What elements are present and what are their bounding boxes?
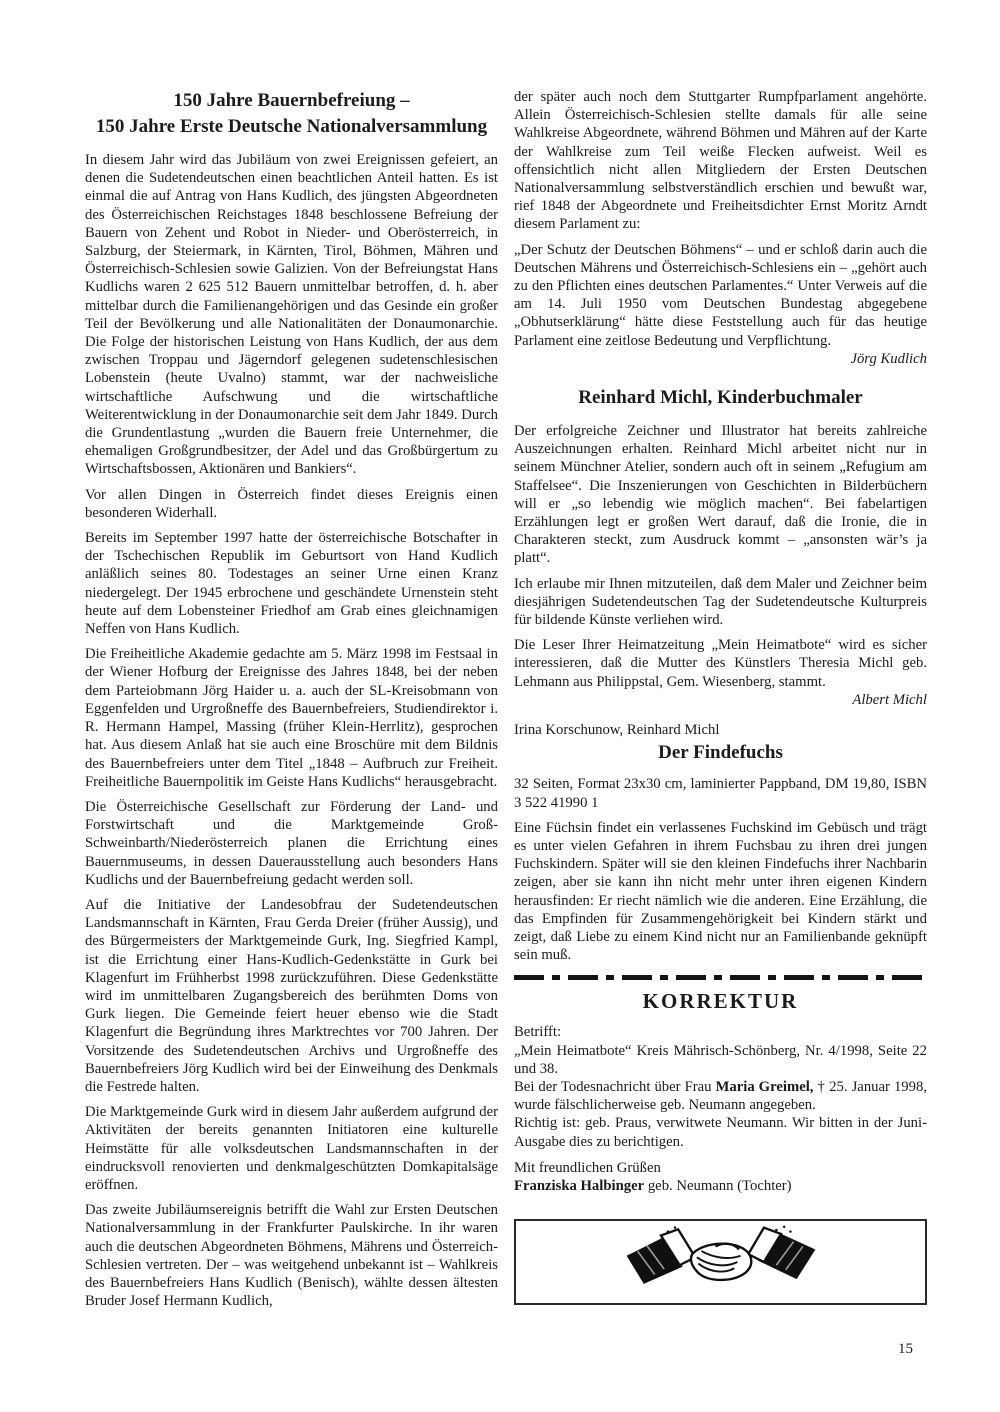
paragraph-rumpfparlament: der später auch noch dem Stuttgarter Rumpfparlament angehörte. Allein Österreichisch-Schlesien stellte damals für alle seine Wahlkreise Abgeordnete, während Böhmen und Mähren auf der Karte der Wahlkreise zum Teil weiße Flecken aufweist. Weil es offensichtlich nicht allen Mitgliedern der Ersten Deutschen Nationalversammlung selbstverständlich erschien und bewußt war, rief 1848 der Abgeordnete und Freiheitsdichter Ernst Moritz Arndt diesem Parlament zu: xyxy=(514,89,927,233)
korrektur-betrifft: Betrifft: xyxy=(514,1024,562,1041)
paragraph-jubilaeum: In diesem Jahr wird das Jubiläum von zwei Ereignissen gefeiert, an denen die Sudetendeutschen einen beachtlichen Anteil hatten. Es ist einmal die auf Antrag von Hans Kudlich, des jüngsten Abgeordneten des Österreichischen Reichstages 1848 beschlossene Befreiung der Bauern von Zehent und Robot in Nieder- und Oberösterreich, in Salzburg, der Steiermark, in Kärnten, Tirol, Böhmen, Mähren und Österreichisch-Schlesien sowie Galizien. Von der Befreiungstat Hans Kudlichs waren 2 625 512 Bauern unmittelbar betroffen, d. h. aber mittelbar durch die Familienangehörigen und das Gesinde ein großer Teil der Bevölkerung und alle Nationalitäten der Donaumonarchie. Die Folge der historischen Leistung von Hans Kudlich, der aus dem zwischen Troppau und Jägerndorf gelegenen sudetenschlesischen Lobenstein (heute Uvalno) stammt, war der nachweisliche wirtschaftliche Aufschwung und die wirtschaftliche Weiterentwicklung in der Donaumonarchie seit dem Jahr 1849. Durch die Grundentlastung „wurden die Bauern freie Unternehmer, die ehemaligen Großgrundbesitzer, der Adel und das Großbürgertum zu Wirtschaftsbossen, Aktionären und Bankiers“. xyxy=(85,152,498,478)
paragraph-paulskirche: Das zweite Jubiläumsereignis betrifft die Wahl zur Ersten Deutschen Nationalversammlung in der Frankfurter Paulskirche. In ihr waren auch die deutschen Abgeordneten Böhmens, Mährens und Österreich-Schlesien vertreten. Der – was weitgehend unbekannt ist – Wahlkreis des Bauernbefreiers Hans Kudlich (Benisch), wählte dessen ältesten Bruder Josef Hermann Kudlich, xyxy=(85,1202,498,1310)
left-column xyxy=(85,88,498,1310)
paragraph-gedenkstaette: Auf die Initiative der Landesobfrau der Sudetendeutschen Landsmannschaft in Kärnten, Frau Gerda Dreier (früher Aussig), und des Bürgermeisters der Marktgemeinde Gurk, Ing. Siegfried Kampl, ist die Errichtung einer Hans-Kudlich-Gedenkstätte in Gurk bei Klagenfurt im Frühherbst 1998 zurückzuführen. Diese Gedenkstätte wird im unmittelbaren Zugangsbereich des berühmten Doms von Gurk liegen. Die Gemeinde feiert heuer ebenso wie die Stadt Klagenfurt die Begründung ihres Marktrechtes vor 700 Jahren. Der Vorsitzende des Sudetendeutschen Archivs und Urgroßneffe des Bauernbefreiers Jörg Kudlich wird bei der Einweihung des Denkmals die Festrede halten. xyxy=(85,896,498,1095)
article-michl-title: Reinhard Michl, Kinderbuchmaler xyxy=(578,387,863,409)
findefuchs-description: Eine Füchsin findet ein verlassenes Fuchskind im Gebüsch und trägt es unter vielen Gefahren in ihrem Fuchsbau zu ihren drei jungen Fuchskindern. Später will sie den kleinen Findefuchs ihrer Nachbarin zeigen, aber sie kann ihn nicht mehr unter ihren eigenen Kindern herausfinden: Er riecht nämlich wie die anderen. Eine Erzählung, die das Empfinden für Zusammengehörigkeit bei Kindern stärkt und zeigt, daß Liebe zu einem Kind nicht nur an Familienbande geknüpft sein muß. xyxy=(514,819,927,964)
paragraph-michl-mutter: Die Leser Ihrer Heimatzeitung „Mein Heimatbote“ wird es sicher interessieren, daß die Mutter des Künstlers Theresia Michl geb. Lehmann aus Philippstal, Gem. Wiesenberg, stammt. xyxy=(514,637,927,690)
paragraph-gesellschaft: Die Österreichische Gesellschaft zur Förderung der Land- und Forstwirtschaft und die Marktgemeinde Groß-Schweinbarth/Niederösterreich planen die Errichtung eines Bauernmuseums, in dessen Dauerausstellung auch besonders Hans Kudlichs und der Bauernbefreiung gedacht werden soll. xyxy=(85,798,498,888)
death-notice-prefix: Bei der Todesnachricht über Frau xyxy=(514,1078,716,1095)
title-line-1: 150 Jahre Bauernbefreiung – xyxy=(173,90,410,111)
article-findefuchs-title: Der Findefuchs xyxy=(658,742,783,764)
korrektur-correction: Richtig ist: geb. Praus, verwitwete Neumann. Wir bitten in der Juni-Ausgabe dies zu berichtigen. xyxy=(514,1115,927,1150)
signature-joerg-kudlich: Jörg Kudlich xyxy=(850,350,927,367)
korrektur-death-notice xyxy=(514,1078,927,1114)
closing-name: Franziska Halbinger xyxy=(514,1177,645,1194)
death-notice-name: Maria Greimel, xyxy=(715,1078,814,1095)
findefuchs-details: 32 Seiten, Format 23x30 cm, laminierter Pappband, DM 19,80, ISBN 3 522 41990 1 xyxy=(514,776,927,811)
signature-albert-michl: Albert Michl xyxy=(852,691,927,708)
korrektur-closing xyxy=(514,1159,927,1195)
article-bauernbefreiung-title xyxy=(85,88,498,140)
page-number: 15 xyxy=(898,1341,913,1357)
title-line-2: 150 Jahre Erste Deutsche Nationalversammlung xyxy=(95,116,488,137)
paragraph-botschafter: Bereits im September 1997 hatte der österreichische Botschafter in der Tschechischen Republik im Geburtsort von Hand Kudlich anläßlich seines 80. Todestages an seiner Urne einen Kranz niedergelegt. Der 1945 erbrochene und geschändete Urnenstein steht heute auf dem Lobensteiner Friedhof am Grab eines gleichnamigen Neffen von Hans Kudlich. xyxy=(85,530,498,638)
handshake-icon xyxy=(621,1223,821,1301)
paragraph-michl-atelier: Der erfolgreiche Zeichner und Illustrator hat bereits zahlreiche Auszeichnungen erhalten. Reinhard Michl arbeitet nicht nur in seinem Münchner Atelier, sondern auch oft in seinem „Refugium am Staffelsee“. Die Inszenierungen von Geschichten in Bilderbüchern will er „so lebendig wie möglich machen“. Bei fabelartigen Erzählungen legt er großen Wert darauf, daß die Ironie, die in Charakteren steckt, zum Ausdruck kommt – „ansonsten wär’s ja platt“. xyxy=(514,423,927,567)
paragraph-michl-kulturpreis: Ich erlaube mir Ihnen mitzuteilen, daß dem Maler und Zeichner beim diesjährigen Sudetendeutschen Tag der Sudetendeutsche Kulturpreis für bildende Künste verliehen wird. xyxy=(514,575,927,629)
korrektur-title: KORREKTUR xyxy=(642,989,799,1014)
paragraph-widerhall: Vor allen Dingen in Österreich findet dieses Ereignis einen besonderen Widerhall. xyxy=(85,486,498,521)
death-notice-rest: † 25. Januar 1998, wurde fälschlicherweise geb. Neumann angegeben. xyxy=(514,1078,927,1114)
handshake-box xyxy=(514,1219,927,1305)
paragraph-heimstaette: Die Marktgemeinde Gurk wird in diesem Jahr außerdem aufgrund der Aktivitäten der bereits genannten Initiatoren eine kulturelle Heimstätte für alle volksdeutschen Landsmannschaften in der eindrucksvoll renovierten und denkmalgeschützten Domkapitalsäge eröffnen. xyxy=(85,1104,498,1193)
korrektur-reference: „Mein Heimatbote“ Kreis Mährisch-Schönberg, Nr. 4/1998, Seite 22 und 38. xyxy=(514,1042,927,1077)
paragraph-arndt-zitat: „Der Schutz der Deutschen Böhmens“ – und er schloß darin auch die Deutschen Mährens und Österreichisch-Schlesiens ein – „gehört auch zu den Pflichten eines deutschen Parlamentes.“ Unter Verweis auf die am 14. Juli 1950 vom Deutschen Bundestag abgegebene „Obhutserklärung“ hätte diese Feststellung auch für das heutige Parlament eine zeitlose Bedeutung und Verpflichtung. xyxy=(514,241,927,349)
closing-rest: geb. Neumann (Tochter) xyxy=(644,1177,792,1194)
findefuchs-byline: Irina Korschunow, Reinhard Michl xyxy=(514,722,720,739)
right-column xyxy=(514,88,927,1305)
dash-dot-divider xyxy=(514,975,927,980)
closing-name-line xyxy=(514,1177,927,1195)
paragraph-akademie: Die Freiheitliche Akademie gedachte am 5. März 1998 im Festsaal in der Wiener Hofburg der Ereignisse des Jahres 1848, bei der neben dem Parteiobmann Jörg Haider u. a. auch der SL-Kreisobmann von Eggenfelden und Urgroßneffe des Bauernbefreiers, Studiendirektor i. R. Hermann Hampel, Massing (früher Klein-Herrlitz), gesprochen hat. Aus diesem Anlaß hat sie auch eine Broschüre mit dem Bildnis des Bauernbefreiers unter dem Titel „1848 – Aufbruch zur Freiheit. Freiheitliche Bauernpolitik im Geiste Hans Kudlichs“ herausgebracht. xyxy=(85,646,498,790)
closing-greeting: Mit freundlichen Grüßen xyxy=(514,1159,661,1176)
